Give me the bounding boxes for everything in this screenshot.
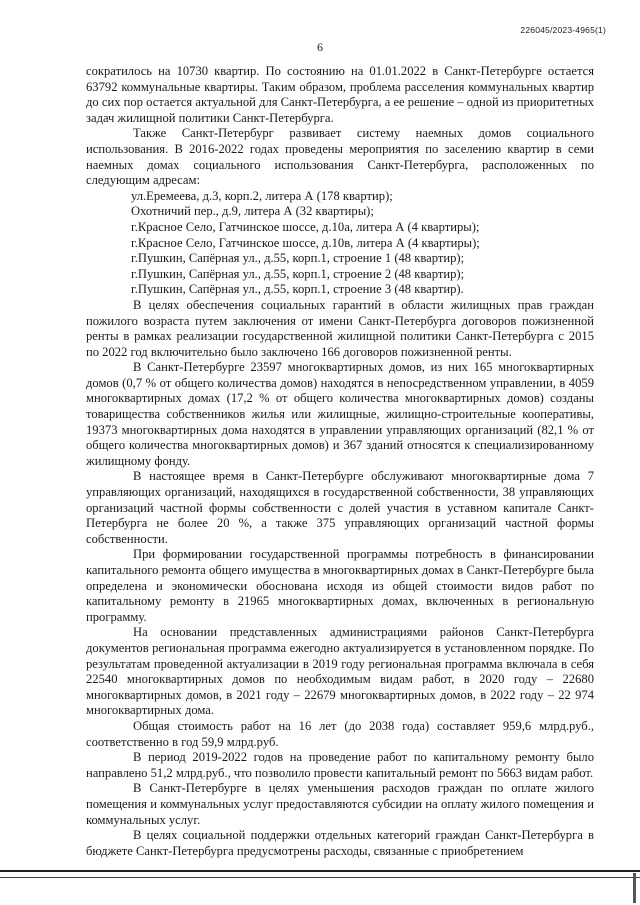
paragraph-total-cost: Общая стоимость работ на 16 лет (до 2038 года) составляет 959,6 млрд.руб., соответственно в год 59,9 млрд.руб.	[86, 718, 594, 749]
paragraph-management-organizations: В настоящее время в Санкт-Петербурге обслуживают многоквартирные дома 7 управляющих организаций, находящихся в государственной собственности, 38 управляющих организаций частной формы собственности с долей участия в уставном капитале Санкт-Петербурга не более 20 %, а также 375 управляющих организаций частной формы собственности.	[86, 469, 594, 546]
page-number: 6	[317, 40, 323, 54]
scan-edge-mark	[633, 873, 636, 903]
document-body	[86, 64, 594, 859]
address-list	[86, 189, 594, 298]
paragraph-communal-apartments: сократилось на 10730 квартир. По состоянию на 01.01.2022 в Санкт-Петербурге остается 63792 коммунальные квартиры. Таким образом, проблема расселения коммунальных квартир до сих пор остается актуальной для Санкт-Петербурга, а ее решение – одной из приоритетных задач жилищной политики Санкт-Петербурга.	[86, 64, 594, 125]
address-item: ул.Еремеева, д.3, корп.2, литера А (178 квартир);	[131, 188, 393, 203]
paragraph-subsidies: В Санкт-Петербурге в целях уменьшения расходов граждан по оплате жилого помещения и коммунальных услуг предоставляются субсидии на оплату жилого помещения и коммунальных услуг.	[86, 781, 594, 827]
paragraph-life-annuity: В целях обеспечения социальных гарантий в области жилищных прав граждан пожилого возраста путем заключения от имени Санкт-Петербурга договоров пожизненной ренты в рамках реализации государственной жилищной политики Санкт-Петербурга с 2015 по 2022 год включительно было заключено 166 договоров пожизненной ренты.	[86, 297, 594, 359]
address-item: Охотничий пер., д.9, литера А (32 квартиры);	[131, 204, 374, 219]
scan-edge-line	[0, 870, 640, 872]
scan-edge-line	[0, 877, 640, 878]
paragraph-social-support: В целях социальной поддержки отдельных категорий граждан Санкт-Петербурга в бюджете Санкт-Петербурга предусмотрены расходы, связанные с приобретением	[86, 828, 594, 858]
paragraph-rental-houses: Также Санкт-Петербург развивает систему наемных домов социального использования. В 2016-2022 годах проведены мероприятия по заселению квартир в семи наемных домах социального использования Санкт-Петербурга, расположенных по следующим адресам:	[86, 126, 594, 188]
paragraph-regional-program: На основании представленных администрациями районов Санкт-Петербурга документов региональная программа ежегодно актуализируется в установленном порядке. По результатам проведенной актуализации в 2019 году региональная программа включала в себя 22540 многоквартирных домов по необходимым видам работ, в 2020 году – 22680 многоквартирных домов, в 2021 году – 22679 многоквартирных домов, в 2022 году – 22 974 многоквартирных дома.	[86, 625, 594, 718]
document-id: 226045/2023-4965(1)	[520, 25, 606, 35]
address-item: г.Красное Село, Гатчинское шоссе, д.10в, литера А (4 квартиры);	[131, 235, 480, 250]
paragraph-capital-repair-financing: При формировании государственной программы потребность в финансировании капитального ремонта общего имущества в многоквартирных домах в Санкт-Петербурге была определена и экономически обоснована исходя из общей стоимости видов работ по капитальному ремонту в 21965 многоквартирных домах, включенных в региональную программу.	[86, 547, 594, 624]
address-item: г.Пушкин, Сапёрная ул., д.55, корп.1, строение 1 (48 квартир);	[131, 251, 465, 266]
paragraph-apartment-buildings: В Санкт-Петербурге 23597 многоквартирных домов, из них 165 многоквартирных домов (0,7 % от общего количества домов) находятся в непосредственном управлении, в 4059 многоквартирных домах (17,2 % от общего количества многоквартирных домов) созданы товарищества собственников жилья или жилищные, жилищно-строительные кооперативы, 19373 многоквартирных дома находятся в управлении управляющих организаций (82,1 % от общего количества многоквартирных домов) и 367 зданий относятся к специализированному жилищному фонду.	[86, 360, 594, 468]
address-item: г.Пушкин, Сапёрная ул., д.55, корп.1, строение 2 (48 квартир);	[131, 266, 465, 281]
address-item: г.Красное Село, Гатчинское шоссе, д.10а, литера А (4 квартиры);	[131, 219, 480, 234]
paragraph-repair-funding: В период 2019-2022 годов на проведение работ по капитальному ремонту было направлено 51,2 млрд.руб., что позволило провести капитальный ремонт по 5663 видам работ.	[86, 750, 594, 780]
address-item: г.Пушкин, Сапёрная ул., д.55, корп.1, строение 3 (48 квартир).	[131, 282, 464, 297]
